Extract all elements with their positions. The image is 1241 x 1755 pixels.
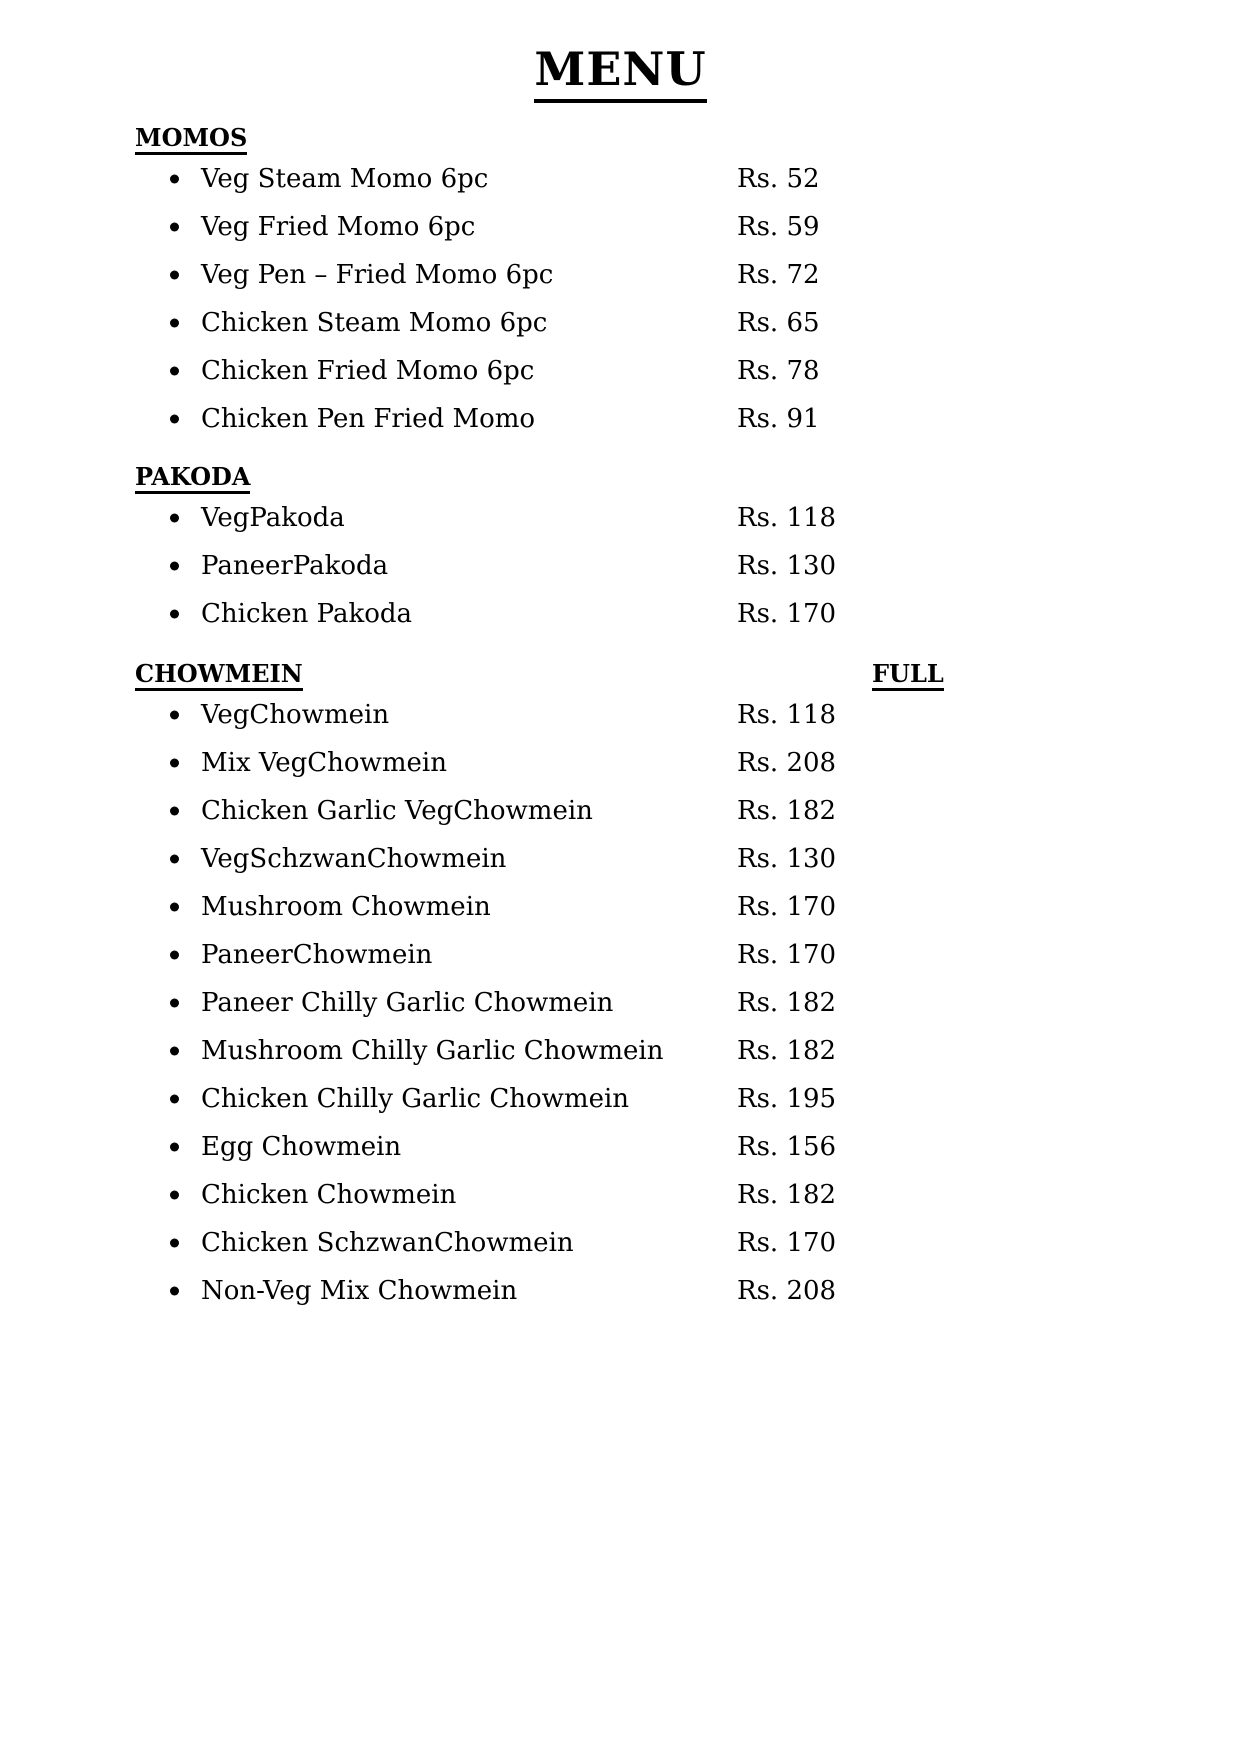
bullet-icon: [170, 610, 179, 619]
list-item[interactable]: [0, 347, 1241, 395]
section-header-chowmein: [135, 659, 1241, 691]
bullet-icon: [170, 855, 179, 864]
item-name: Veg Fried Momo 6pc: [201, 212, 476, 242]
bullet-icon: [170, 1239, 179, 1248]
item-price: Rs. 130: [737, 551, 837, 581]
item-price: Rs. 130: [737, 844, 837, 874]
list-item[interactable]: [0, 835, 1241, 883]
bullet-icon: [170, 999, 179, 1008]
bullet-icon: [170, 271, 179, 280]
bullet-icon: [170, 1095, 179, 1104]
item-price: Rs. 91: [737, 404, 820, 434]
list-item[interactable]: [0, 494, 1241, 542]
bullet-icon: [170, 319, 179, 328]
item-price: Rs. 208: [737, 1276, 837, 1306]
item-price: Rs. 65: [737, 308, 820, 338]
section-column-header-full: FULL: [872, 662, 944, 691]
item-price: Rs. 182: [737, 796, 837, 826]
section-title-chowmein: CHOWMEIN: [135, 662, 303, 691]
page-title: [0, 0, 1241, 96]
item-name: Chicken Chowmein: [201, 1180, 457, 1210]
bullet-icon: [170, 367, 179, 376]
list-item[interactable]: [0, 251, 1241, 299]
item-name: VegPakoda: [201, 503, 345, 533]
bullet-icon: [170, 759, 179, 768]
list-item[interactable]: [0, 155, 1241, 203]
section-title-momos: MOMOS: [135, 126, 247, 155]
bullet-icon: [170, 807, 179, 816]
item-list-pakoda: [0, 494, 1241, 638]
list-item[interactable]: [0, 787, 1241, 835]
item-name: Mushroom Chowmein: [201, 892, 491, 922]
bullet-icon: [170, 1287, 179, 1296]
list-item[interactable]: [0, 1171, 1241, 1219]
item-name: Chicken Pakoda: [201, 599, 413, 629]
list-item[interactable]: [0, 883, 1241, 931]
bullet-icon: [170, 223, 179, 232]
list-item[interactable]: [0, 979, 1241, 1027]
list-item[interactable]: [0, 1267, 1241, 1315]
item-name: Chicken Chilly Garlic Chowmein: [201, 1084, 630, 1114]
bullet-icon: [170, 562, 179, 571]
list-item[interactable]: [0, 542, 1241, 590]
list-item[interactable]: [0, 691, 1241, 739]
item-price: Rs. 118: [737, 700, 837, 730]
list-item[interactable]: [0, 203, 1241, 251]
item-price: Rs. 195: [737, 1084, 837, 1114]
item-name: Chicken Fried Momo 6pc: [201, 356, 535, 386]
bullet-icon: [170, 903, 179, 912]
item-price: Rs. 170: [737, 892, 837, 922]
list-item[interactable]: [0, 395, 1241, 443]
bullet-icon: [170, 1143, 179, 1152]
bullet-icon: [170, 175, 179, 184]
bullet-icon: [170, 415, 179, 424]
list-item[interactable]: [0, 590, 1241, 638]
item-name: VegChowmein: [201, 700, 390, 730]
bullet-icon: [170, 1191, 179, 1200]
item-name: Paneer Chilly Garlic Chowmein: [201, 988, 614, 1018]
item-price: Rs. 72: [737, 260, 820, 290]
item-price: Rs. 170: [737, 940, 837, 970]
item-price: Rs. 170: [737, 1228, 837, 1258]
list-item[interactable]: [0, 1075, 1241, 1123]
item-name: Chicken SchzwanChowmein: [201, 1228, 574, 1258]
list-item[interactable]: [0, 739, 1241, 787]
item-name: Chicken Pen Fried Momo: [201, 404, 536, 434]
section-header-momos: [135, 123, 1241, 155]
bullet-icon: [170, 514, 179, 523]
item-name: PaneerPakoda: [201, 551, 389, 581]
item-name: Mix VegChowmein: [201, 748, 447, 778]
item-name: Veg Steam Momo 6pc: [201, 164, 489, 194]
list-item[interactable]: [0, 1219, 1241, 1267]
item-name: PaneerChowmein: [201, 940, 433, 970]
item-price: Rs. 208: [737, 748, 837, 778]
item-name: Veg Pen – Fried Momo 6pc: [201, 260, 554, 290]
item-price: Rs. 52: [737, 164, 820, 194]
item-name: VegSchzwanChowmein: [201, 844, 507, 874]
bullet-icon: [170, 711, 179, 720]
item-name: Chicken Steam Momo 6pc: [201, 308, 548, 338]
item-name: Mushroom Chilly Garlic Chowmein: [201, 1036, 664, 1066]
item-name: Chicken Garlic VegChowmein: [201, 796, 593, 826]
item-price: Rs. 182: [737, 1180, 837, 1210]
item-price: Rs. 78: [737, 356, 820, 386]
item-price: Rs. 170: [737, 599, 837, 629]
list-item[interactable]: [0, 931, 1241, 979]
page-title-text: MENU: [534, 42, 706, 103]
item-name: Non-Veg Mix Chowmein: [201, 1276, 518, 1306]
item-price: Rs. 182: [737, 1036, 837, 1066]
list-item[interactable]: [0, 1027, 1241, 1075]
item-name: Egg Chowmein: [201, 1132, 402, 1162]
item-list-momos: [0, 155, 1241, 443]
bullet-icon: [170, 1047, 179, 1056]
bullet-icon: [170, 951, 179, 960]
item-price: Rs. 118: [737, 503, 837, 533]
item-list-chowmein: [0, 691, 1241, 1315]
list-item[interactable]: [0, 299, 1241, 347]
item-price: Rs. 182: [737, 988, 837, 1018]
section-header-pakoda: [135, 462, 1241, 494]
item-price: Rs. 156: [737, 1132, 837, 1162]
section-title-pakoda: PAKODA: [135, 465, 250, 494]
item-price: Rs. 59: [737, 212, 820, 242]
list-item[interactable]: [0, 1123, 1241, 1171]
